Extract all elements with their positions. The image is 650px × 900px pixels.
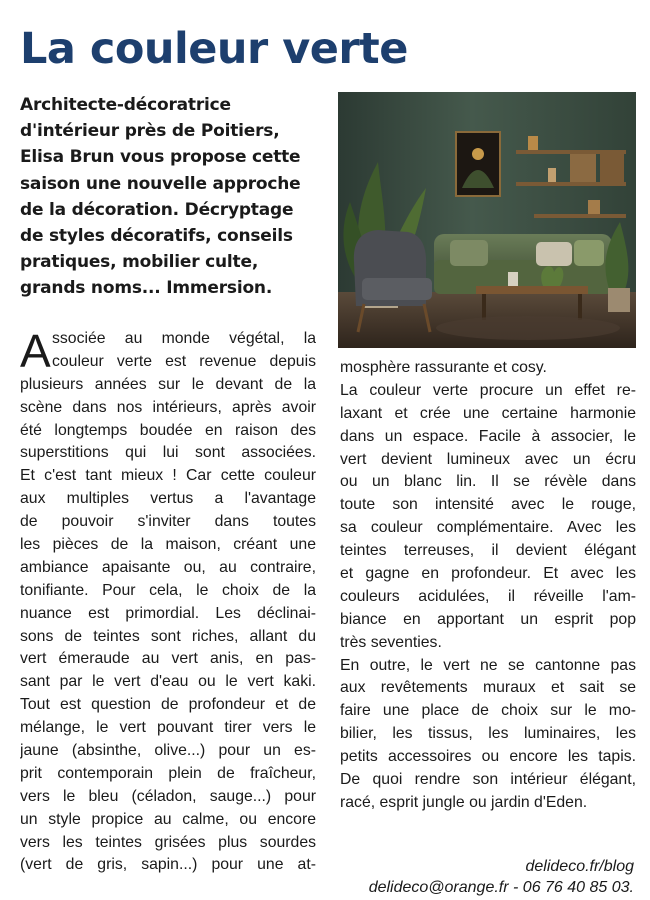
text-line: vers le bleu (céladon, sauge...) pour	[20, 787, 316, 805]
text-line: les pièces de la maison, créant une	[20, 536, 316, 554]
text-line: un style propice au calme, ou encore	[20, 810, 316, 828]
article-column-left	[20, 325, 316, 877]
text-line: aux multiples vertus a l'avantage	[20, 490, 316, 508]
text-line: toute son intensité avec le rouge,	[340, 496, 636, 514]
text-line: superstitions qui lui sont associées.	[20, 444, 316, 462]
lead-line: d'intérieur près de Poitiers,	[20, 121, 280, 142]
text-line: racé, esprit jungle ou jardin d'Eden.	[340, 793, 588, 811]
first-paragraph	[20, 325, 316, 377]
text-line: ambiance apaisante ou, au contraire,	[20, 558, 316, 576]
text-line: nuance est primordial. Les déclinai-	[20, 604, 316, 622]
text-line: tonifiante. Pour cela, le choix de la	[20, 581, 316, 599]
text-line: mosphère rassurante et cosy.	[340, 359, 547, 376]
title-light: verte	[267, 24, 408, 74]
text-line: bilier, les tissus, les luminaires, les	[340, 725, 636, 743]
text-line: couleurs acidulées, il réveille l'am-	[340, 587, 636, 605]
text-line: été longtemps boudée en raison des	[20, 421, 316, 439]
lead-line: saison une nouvelle approche	[20, 173, 301, 194]
lead-line: de la décoration. Décryptage	[20, 199, 294, 220]
article-column-right	[340, 357, 636, 815]
lead-paragraph	[20, 92, 336, 302]
drop-cap: A	[20, 325, 51, 377]
lead-line: pratiques, mobilier culte,	[20, 252, 259, 273]
text-line: vert émeraude au vert anis, en pas-	[20, 650, 316, 668]
text-line: petits accessoires ou encore les tapis.	[340, 748, 636, 766]
blog-link[interactable]: delideco.fr/blog	[525, 858, 634, 875]
text-line: De quoi rendre son intérieur élégant,	[340, 771, 636, 789]
lead-line: Elisa Brun vous propose cette	[20, 147, 301, 168]
text-line: sons de teintes sont riches, allant du	[20, 627, 316, 645]
lead-line: de styles décoratifs, conseils	[20, 226, 293, 247]
text-line: Et c'est tant mieux ! Car cette couleur	[20, 467, 316, 485]
text-line: plusieurs années sur le devant de la	[20, 375, 316, 393]
text-line: prit contemporain plein de fraîcheur,	[20, 764, 316, 782]
text-line: très seventies.	[340, 633, 442, 651]
article-title	[20, 22, 408, 76]
text-line: faire une place de choix sur le mo-	[340, 702, 636, 720]
living-room-illustration	[338, 92, 636, 348]
lead-line: Architecte-décoratrice	[20, 95, 231, 115]
text-line: vers les teintes grisées plus sourdes	[20, 833, 316, 851]
text-line: couleur verte est revenue depuis	[52, 352, 316, 370]
text-line: mélange, le vert pouvant tirer vers le	[20, 719, 316, 737]
text-line: teintes terreuses, il devient élégant	[340, 542, 636, 560]
text-line: ou un blanc lin. Il se révèle dans	[340, 473, 636, 491]
text-line: La couleur verte procure un effet re-	[340, 381, 636, 399]
lead-line: grands noms... Immersion.	[20, 278, 273, 299]
text-line: de pouvoir s'inviter dans toutes	[20, 513, 316, 531]
text-line: jaune (absinthe, olive...) pour un es-	[20, 742, 316, 760]
text-line: (vert de gris, sapin...) pour une at-	[20, 856, 316, 874]
text-line: dans un espace. Facile à associer, le	[340, 427, 636, 445]
text-line: vert devient lumineux avec un écru	[340, 450, 636, 468]
text-line: aux revêtements muraux et sait se	[340, 679, 636, 697]
text-line: Tout est question de profondeur et de	[20, 696, 316, 714]
text-line: ssociée au monde végétal, la	[52, 330, 316, 347]
text-line: et gagne en profondeur. Et avec les	[340, 565, 636, 583]
text-line: scène dans nos intérieurs, après avoir	[20, 398, 316, 416]
contact-info: delideco@orange.fr - 06 76 40 85 03.	[368, 879, 634, 896]
text-line: laxant et crée une certaine harmonie	[340, 404, 636, 422]
title-bold: La couleur	[20, 24, 268, 74]
text-line: En outre, le vert ne se cantonne pas	[340, 656, 636, 674]
text-line: sa couleur complémentaire. Avec les	[340, 519, 636, 537]
living-room-photo	[338, 92, 636, 348]
text-line: biance en apportant un esprit pop	[340, 610, 636, 628]
text-line: sant par le vert d'eau ou le vert kaki.	[20, 673, 316, 691]
